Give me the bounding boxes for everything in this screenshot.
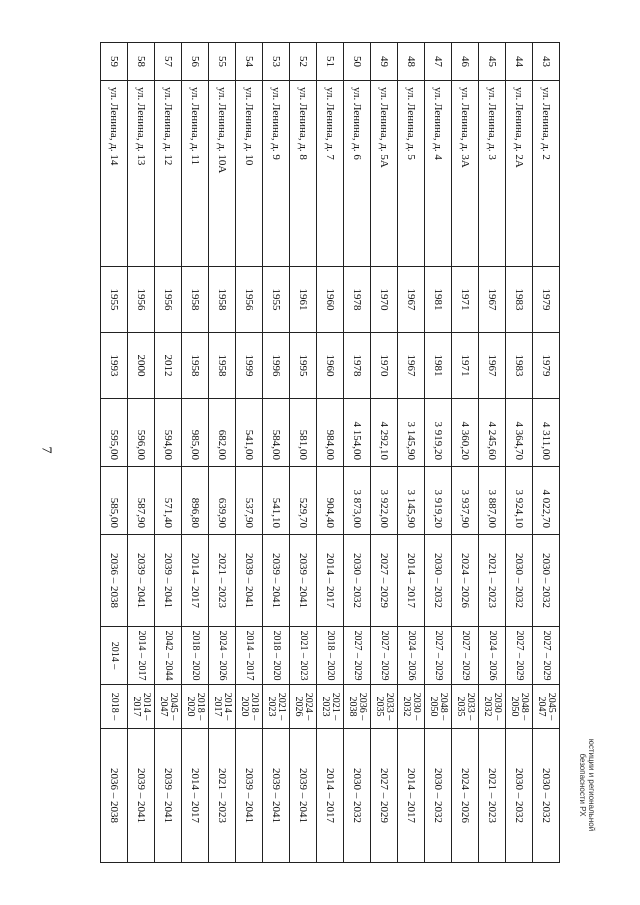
cell-living-area: 4 022,70 <box>533 467 560 535</box>
cell-address: ул. Ленина, д. 5А <box>371 81 398 267</box>
cell-overhaul-period-final: 2030 – 2032 <box>344 729 371 863</box>
cell-period-b: 2048 – 2050 <box>506 685 533 729</box>
cell-construction-year: 1961 <box>290 267 317 333</box>
cell-commissioning-year: 1996 <box>263 333 290 399</box>
cell-row-number: 50 <box>344 43 371 81</box>
cell-overhaul-period: 2014 – 2017 <box>182 535 209 627</box>
cell-construction-year: 1960 <box>317 267 344 333</box>
cell-address: ул. Ленина, д. 11 <box>182 81 209 267</box>
cell-total-area: 595,00 <box>101 399 128 467</box>
cell-row-number: 53 <box>263 43 290 81</box>
stamp-line-2: безопасности РХ <box>578 753 587 817</box>
cell-overhaul-period-final: 2039 – 2041 <box>128 729 155 863</box>
cell-overhaul-period-final: 2021 – 2023 <box>479 729 506 863</box>
cell-period-b: 2048 – 2050 <box>425 685 452 729</box>
cell-overhaul-period: 2039 – 2041 <box>236 535 263 627</box>
cell-period-b: 2018 – 2020 <box>236 685 263 729</box>
cell-total-area: 984,00 <box>317 399 344 467</box>
cell-construction-year: 1978 <box>344 267 371 333</box>
cell-period-a: 2014 – 2017 <box>236 627 263 685</box>
cell-overhaul-period-final: 2039 – 2041 <box>236 729 263 863</box>
table-row <box>533 43 560 863</box>
cell-commissioning-year: 1981 <box>425 333 452 399</box>
cell-commissioning-year: 2000 <box>128 333 155 399</box>
cell-row-number: 48 <box>398 43 425 81</box>
cell-overhaul-period-final: 2030 – 2032 <box>425 729 452 863</box>
cell-address: ул. Ленина, д. 12 <box>155 81 182 267</box>
cell-row-number: 45 <box>479 43 506 81</box>
cell-living-area: 3 873,00 <box>344 467 371 535</box>
cell-total-area: 596,00 <box>128 399 155 467</box>
cell-overhaul-period: 2036 – 2038 <box>101 535 128 627</box>
cell-period-b: 2033 – 2035 <box>371 685 398 729</box>
cell-construction-year: 1956 <box>155 267 182 333</box>
cell-period-a: 2027 – 2029 <box>506 627 533 685</box>
cell-address: ул. Ленина, д. 10А <box>209 81 236 267</box>
cell-commissioning-year: 1983 <box>506 333 533 399</box>
table-row <box>128 43 155 863</box>
cell-row-number: 44 <box>506 43 533 81</box>
cell-row-number: 47 <box>425 43 452 81</box>
cell-commissioning-year: 1958 <box>209 333 236 399</box>
cell-overhaul-period-final: 2039 – 2041 <box>290 729 317 863</box>
cell-period-b: 2018 – <box>101 685 128 729</box>
cell-row-number: 54 <box>236 43 263 81</box>
cell-total-area: 4 292,10 <box>371 399 398 467</box>
cell-total-area: 541,00 <box>236 399 263 467</box>
cell-address: ул. Ленина, д. 13 <box>128 81 155 267</box>
cell-overhaul-period: 2021 – 2023 <box>479 535 506 627</box>
table-row <box>344 43 371 863</box>
table-row <box>236 43 263 863</box>
cell-total-area: 4 311,00 <box>533 399 560 467</box>
cell-living-area: 571,40 <box>155 467 182 535</box>
cell-commissioning-year: 1993 <box>101 333 128 399</box>
cell-commissioning-year: 2012 <box>155 333 182 399</box>
cell-row-number: 55 <box>209 43 236 81</box>
table-row <box>479 43 506 863</box>
cell-row-number: 43 <box>533 43 560 81</box>
cell-total-area: 581,00 <box>290 399 317 467</box>
cell-period-b: 2036 – 2038 <box>344 685 371 729</box>
cell-construction-year: 1967 <box>398 267 425 333</box>
cell-overhaul-period: 2024 – 2026 <box>452 535 479 627</box>
cell-construction-year: 1979 <box>533 267 560 333</box>
cell-period-b: 2030 – 2032 <box>398 685 425 729</box>
cell-total-area: 594,00 <box>155 399 182 467</box>
cell-address: ул. Ленина, д. 9 <box>263 81 290 267</box>
cell-overhaul-period: 2030 – 2032 <box>425 535 452 627</box>
cell-overhaul-period-final: 2039 – 2041 <box>263 729 290 863</box>
cell-overhaul-period: 2039 – 2041 <box>155 535 182 627</box>
cell-total-area: 4 154,00 <box>344 399 371 467</box>
cell-period-a: 2027 – 2029 <box>371 627 398 685</box>
cell-period-b: 2021 – 2023 <box>263 685 290 729</box>
table-row <box>290 43 317 863</box>
cell-row-number: 57 <box>155 43 182 81</box>
cell-overhaul-period-final: 2030 – 2032 <box>506 729 533 863</box>
table-row <box>398 43 425 863</box>
table-row <box>155 43 182 863</box>
cell-commissioning-year: 1978 <box>344 333 371 399</box>
cell-construction-year: 1970 <box>371 267 398 333</box>
cell-living-area: 3 919,20 <box>425 467 452 535</box>
cell-overhaul-period-final: 2014 – 2017 <box>398 729 425 863</box>
cell-period-a: 2018 – 2020 <box>317 627 344 685</box>
cell-commissioning-year: 1970 <box>371 333 398 399</box>
cell-construction-year: 1956 <box>128 267 155 333</box>
cell-period-a: 2014 – 2017 <box>128 627 155 685</box>
cell-address: ул. Ленина, д. 3 <box>479 81 506 267</box>
cell-total-area: 3 919,20 <box>425 399 452 467</box>
housing-table <box>100 42 560 863</box>
cell-address: ул. Ленина, д. 8 <box>290 81 317 267</box>
table-row <box>317 43 344 863</box>
cell-commissioning-year: 1967 <box>479 333 506 399</box>
cell-living-area: 3 887,00 <box>479 467 506 535</box>
cell-address: ул. Ленина, д. 14 <box>101 81 128 267</box>
cell-living-area: 587,90 <box>128 467 155 535</box>
cell-overhaul-period-final: 2014 – 2017 <box>182 729 209 863</box>
cell-overhaul-period: 2039 – 2041 <box>290 535 317 627</box>
cell-living-area: 3 922,00 <box>371 467 398 535</box>
cell-row-number: 59 <box>101 43 128 81</box>
cell-overhaul-period-final: 2030 – 2032 <box>533 729 560 863</box>
cell-overhaul-period-final: 2021 – 2023 <box>209 729 236 863</box>
cell-address: ул. Ленина, д. 10 <box>236 81 263 267</box>
cell-construction-year: 1958 <box>182 267 209 333</box>
cell-row-number: 56 <box>182 43 209 81</box>
cell-address: ул. Ленина, д. 3А <box>452 81 479 267</box>
cell-row-number: 49 <box>371 43 398 81</box>
cell-period-b: 2030 – 2032 <box>479 685 506 729</box>
cell-living-area: 585,00 <box>101 467 128 535</box>
cell-commissioning-year: 1971 <box>452 333 479 399</box>
cell-construction-year: 1967 <box>479 267 506 333</box>
cell-period-a: 2042 – 2044 <box>155 627 182 685</box>
cell-commissioning-year: 1999 <box>236 333 263 399</box>
rotated-table-wrapper <box>100 42 560 862</box>
cell-row-number: 58 <box>128 43 155 81</box>
cell-overhaul-period: 2014 – 2017 <box>398 535 425 627</box>
stamp-line-1: юстиции и региональной <box>587 738 596 832</box>
cell-address: ул. Ленина, д. 4 <box>425 81 452 267</box>
cell-address: ул. Ленина, д. 2А <box>506 81 533 267</box>
cell-commissioning-year: 1967 <box>398 333 425 399</box>
cell-period-a: 2021 – 2023 <box>290 627 317 685</box>
table-row <box>182 43 209 863</box>
cell-living-area: 3 937,90 <box>452 467 479 535</box>
cell-address: ул. Ленина, д. 5 <box>398 81 425 267</box>
cell-period-a: 2018 – 2020 <box>263 627 290 685</box>
cell-living-area: 3 145,90 <box>398 467 425 535</box>
cell-commissioning-year: 1958 <box>182 333 209 399</box>
cell-period-a: 2024 – 2026 <box>209 627 236 685</box>
cell-overhaul-period: 2014 – 2017 <box>317 535 344 627</box>
cell-row-number: 51 <box>317 43 344 81</box>
cell-period-b: 2021 – 2023 <box>317 685 344 729</box>
cell-total-area: 4 364,70 <box>506 399 533 467</box>
cell-overhaul-period: 2030 – 2032 <box>533 535 560 627</box>
cell-total-area: 3 145,90 <box>398 399 425 467</box>
cell-period-b: 2033 – 2035 <box>452 685 479 729</box>
cell-period-b: 2045 – 2047 <box>155 685 182 729</box>
cell-construction-year: 1971 <box>452 267 479 333</box>
cell-overhaul-period-final: 2014 – 2017 <box>317 729 344 863</box>
cell-living-area: 3 924,10 <box>506 467 533 535</box>
table-row <box>101 43 128 863</box>
cell-period-b: 2014 – 2017 <box>128 685 155 729</box>
cell-commissioning-year: 1995 <box>290 333 317 399</box>
cell-total-area: 682,00 <box>209 399 236 467</box>
cell-period-b: 2045 – 2047 <box>533 685 560 729</box>
cell-address: ул. Ленина, д. 7 <box>317 81 344 267</box>
cell-total-area: 985,00 <box>182 399 209 467</box>
cell-living-area: 541,10 <box>263 467 290 535</box>
cell-living-area: 896,80 <box>182 467 209 535</box>
cell-construction-year: 1955 <box>263 267 290 333</box>
cell-address: ул. Ленина, д. 2 <box>533 81 560 267</box>
cell-period-a: 2027 – 2029 <box>344 627 371 685</box>
cell-period-a: 2027 – 2029 <box>425 627 452 685</box>
cell-construction-year: 1981 <box>425 267 452 333</box>
cell-overhaul-period-final: 2036 – 2038 <box>101 729 128 863</box>
cell-commissioning-year: 1979 <box>533 333 560 399</box>
registration-stamp <box>566 710 596 860</box>
cell-period-b: 2018 – 2020 <box>182 685 209 729</box>
page-number: 7 <box>38 446 54 454</box>
cell-period-b: 2024 – 2026 <box>290 685 317 729</box>
cell-row-number: 52 <box>290 43 317 81</box>
cell-period-b: 2014 – 2017 <box>209 685 236 729</box>
table-row <box>209 43 236 863</box>
cell-overhaul-period-final: 2027 – 2029 <box>371 729 398 863</box>
cell-period-a: 2027 – 2029 <box>533 627 560 685</box>
cell-address: ул. Ленина, д. 6 <box>344 81 371 267</box>
cell-period-a: 2018 – 2020 <box>182 627 209 685</box>
cell-overhaul-period: 2021 – 2023 <box>209 535 236 627</box>
table-row <box>263 43 290 863</box>
cell-overhaul-period: 2027 – 2029 <box>371 535 398 627</box>
cell-overhaul-period: 2030 – 2032 <box>344 535 371 627</box>
cell-construction-year: 1983 <box>506 267 533 333</box>
cell-living-area: 904,40 <box>317 467 344 535</box>
table-row <box>371 43 398 863</box>
cell-row-number: 46 <box>452 43 479 81</box>
table-row <box>506 43 533 863</box>
cell-living-area: 639,90 <box>209 467 236 535</box>
cell-period-a: 2027 – 2029 <box>452 627 479 685</box>
cell-total-area: 584,00 <box>263 399 290 467</box>
cell-overhaul-period: 2030 – 2032 <box>506 535 533 627</box>
cell-period-a: 2014 – <box>101 627 128 685</box>
table-row <box>425 43 452 863</box>
cell-overhaul-period-final: 2039 – 2041 <box>155 729 182 863</box>
cell-construction-year: 1955 <box>101 267 128 333</box>
cell-period-a: 2024 – 2026 <box>479 627 506 685</box>
cell-living-area: 529,70 <box>290 467 317 535</box>
cell-overhaul-period: 2039 – 2041 <box>263 535 290 627</box>
cell-overhaul-period: 2039 – 2041 <box>128 535 155 627</box>
cell-total-area: 4 360,20 <box>452 399 479 467</box>
cell-construction-year: 1956 <box>236 267 263 333</box>
cell-construction-year: 1958 <box>209 267 236 333</box>
cell-overhaul-period-final: 2024 – 2026 <box>452 729 479 863</box>
table-row <box>452 43 479 863</box>
cell-period-a: 2024 – 2026 <box>398 627 425 685</box>
cell-commissioning-year: 1960 <box>317 333 344 399</box>
cell-living-area: 537,90 <box>236 467 263 535</box>
cell-total-area: 4 245,60 <box>479 399 506 467</box>
